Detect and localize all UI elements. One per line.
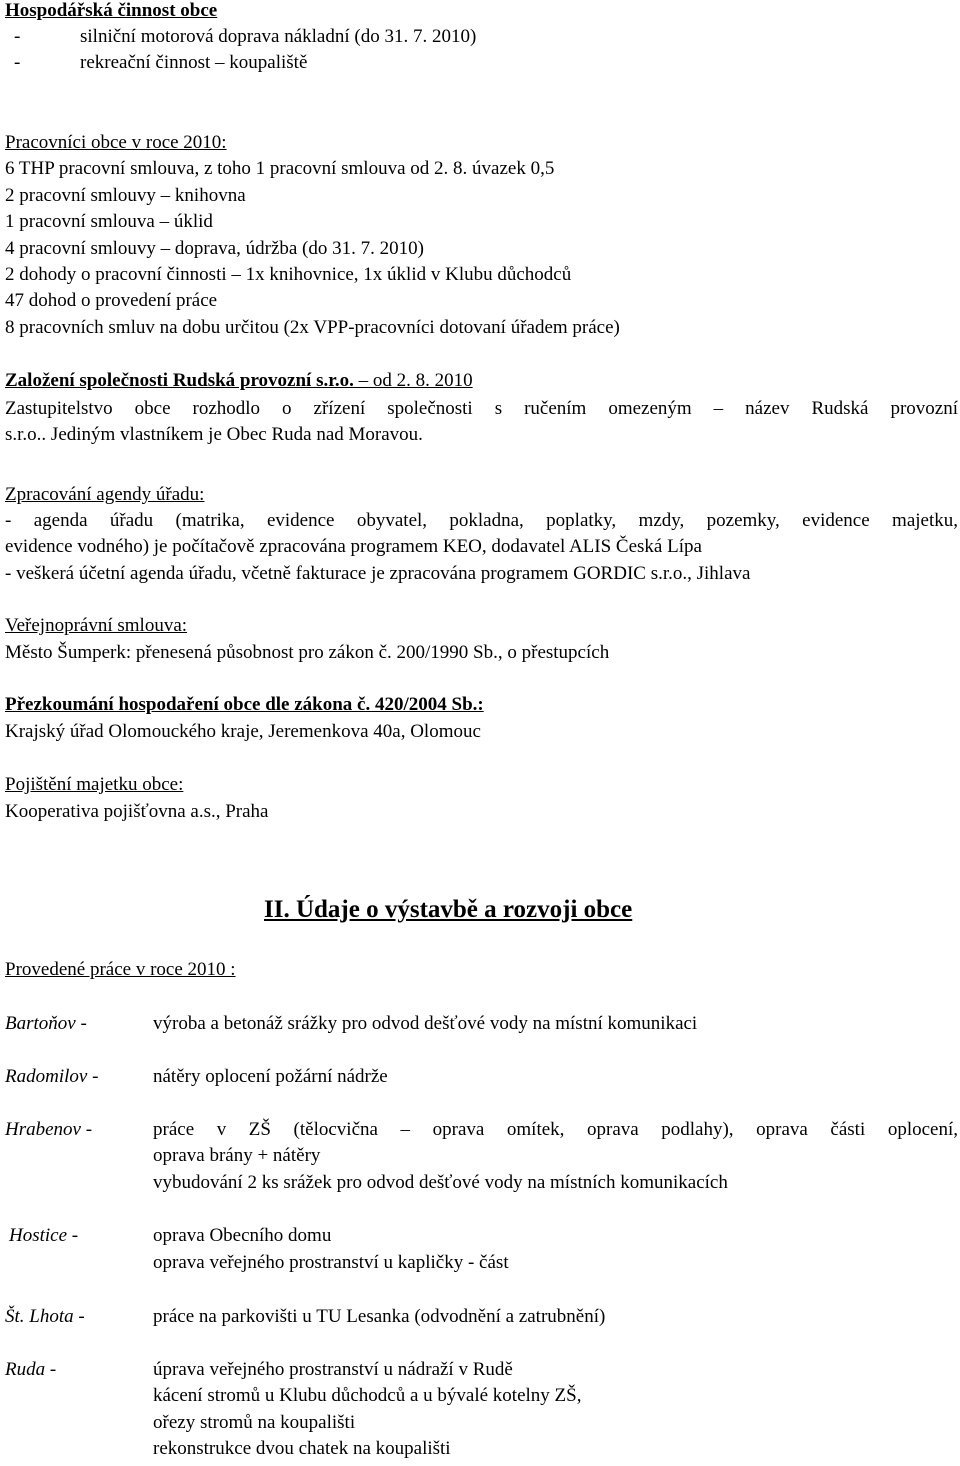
work-item: oprava Obecního domu	[153, 1225, 332, 1246]
work-item: výroba a betonáž srážky pro odvod dešťové vody na místní komunikaci	[153, 1013, 698, 1034]
work-item: oprava veřejného prostranství u kapličky - část	[153, 1252, 509, 1273]
work-item: kácení stromů u Klubu důchodců a u bývalé kotelny ZŠ,	[153, 1385, 582, 1406]
section-heading-economic-activity: Hospodářská činnost obce	[5, 0, 218, 21]
section-heading-employees: Pracovníci obce v roce 2010:	[5, 132, 227, 153]
subheading-works-2010: Provedené práce v roce 2010 :	[5, 959, 236, 980]
work-item: oprava brány + nátěry	[153, 1145, 321, 1166]
text-line: Kooperativa pojišťovna a.s., Praha	[5, 801, 269, 822]
section-heading-audit: Přezkoumání hospodaření obce dle zákona č. 420/2004 Sb.:	[5, 694, 484, 715]
place-label: Hrabenov -	[5, 1119, 93, 1140]
place-label: Radomilov -	[5, 1066, 99, 1087]
text-line: - veškerá účetní agenda úřadu, včetně fakturace je zpracována programem GORDIC s.r.o., Jihlava	[5, 563, 751, 584]
work-item: vybudování 2 ks srážek pro odvod dešťové vody na místních komunikacích	[153, 1172, 728, 1193]
chapter-title: II. Údaje o výstavbě a rozvoji obce	[264, 896, 633, 923]
place-label: Hostice -	[9, 1225, 79, 1246]
section-heading-public-contract: Veřejnoprávní smlouva:	[5, 615, 188, 636]
text-line: Krajský úřad Olomouckého kraje, Jeremenkova 40a, Olomouc	[5, 721, 481, 742]
work-item: nátěry oplocení požární nádrže	[153, 1066, 388, 1087]
bullet-dash: -	[14, 52, 21, 73]
text-line: evidence vodného) je počítačově zpracována programem KEO, dodavatel ALIS Česká Lípa	[5, 536, 702, 557]
text-line: 2 dohody o pracovní činnosti – 1x knihovnice, 1x úklid v Klubu důchodců	[5, 264, 572, 285]
work-item: práce v ZŠ (tělocvična – oprava omítek, oprava podlahy), oprava části oplocení,	[153, 1119, 958, 1140]
bullet-dash: -	[14, 26, 21, 47]
text-line: - agenda úřadu (matrika, evidence obyvatel, pokladna, poplatky, mzdy, pozemky, evidence majetku,	[5, 510, 958, 531]
company-heading-text: Založení společnosti Rudská provozní s.r.o.	[5, 370, 354, 391]
list-item: rekreační činnost – koupaliště	[80, 52, 308, 73]
work-item: rekonstrukce dvou chatek na koupališti	[153, 1438, 451, 1459]
text-line: Zastupitelstvo obce rozhodlo o zřízení společnosti s ručením omezeným – název Rudská provozní	[5, 398, 958, 419]
text-line: 4 pracovní smlouvy – doprava, údržba (do 31. 7. 2010)	[5, 238, 424, 259]
text-line: 1 pracovní smlouva – úklid	[5, 211, 213, 232]
list-item: silniční motorová doprava nákladní (do 31. 7. 2010)	[80, 26, 477, 47]
section-heading-company-founding	[5, 368, 473, 394]
company-heading-suffix: – od 2. 8. 2010	[353, 370, 473, 391]
text-line: Město Šumperk: přenesená působnost pro zákon č. 200/1990 Sb., o přestupcích	[5, 642, 610, 663]
place-label: Bartoňov -	[5, 1013, 87, 1034]
text-line: s.r.o.. Jediným vlastníkem je Obec Ruda nad Moravou.	[5, 424, 423, 445]
work-item: úprava veřejného prostranství u nádraží v Rudě	[153, 1359, 513, 1380]
text-line: 6 THP pracovní smlouva, z toho 1 pracovní smlouva od 2. 8. úvazek 0,5	[5, 158, 555, 179]
work-item: ořezy stromů na koupališti	[153, 1412, 356, 1433]
text-line: 8 pracovních smluv na dobu určitou (2x VPP-pracovníci dotovaní úřadem práce)	[5, 317, 620, 338]
work-item: práce na parkovišti u TU Lesanka (odvodnění a zatrubnění)	[153, 1306, 606, 1327]
place-label: Št. Lhota -	[5, 1306, 85, 1327]
text-line: 47 dohod o provedení práce	[5, 290, 218, 311]
place-label: Ruda -	[5, 1359, 57, 1380]
section-heading-insurance: Pojištění majetku obce:	[5, 774, 184, 795]
section-heading-office-agenda: Zpracování agendy úřadu:	[5, 484, 205, 505]
text-line: 2 pracovní smlouvy – knihovna	[5, 185, 246, 206]
